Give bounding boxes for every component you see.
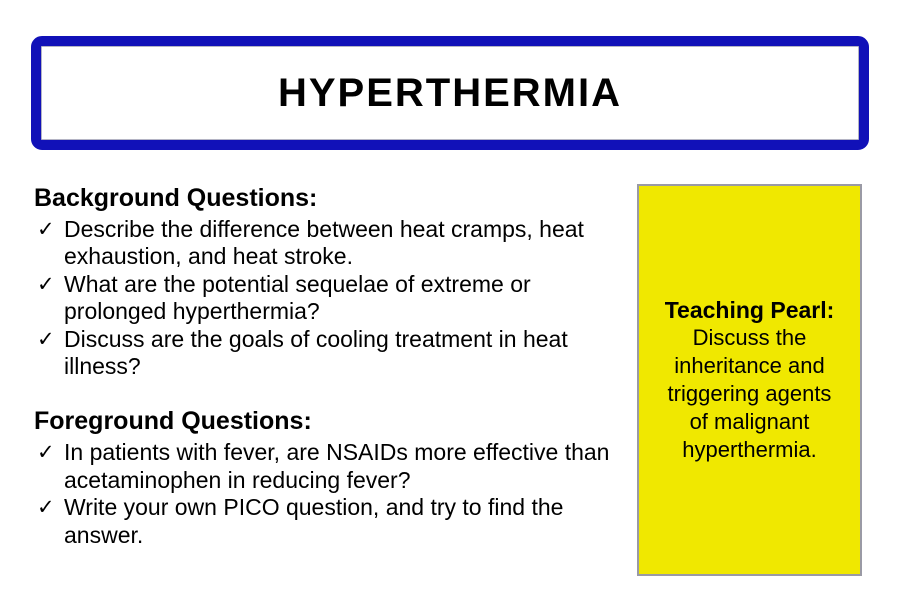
background-questions-heading: Background Questions: xyxy=(34,184,318,212)
checkmark-icon: ✓ xyxy=(37,495,55,520)
teaching-pearl-line: hyperthermia. xyxy=(682,437,817,462)
teaching-pearl-box xyxy=(637,184,862,576)
teaching-pearl-line: of malignant xyxy=(689,409,810,434)
foreground-questions-heading: Foreground Questions: xyxy=(34,407,312,436)
checkmark-icon: ✓ xyxy=(37,217,55,241)
foreground-questions-section xyxy=(34,406,624,549)
list-item xyxy=(34,271,624,326)
teaching-pearl-heading: Teaching Pearl: xyxy=(664,297,835,323)
background-questions-section xyxy=(34,183,624,380)
question-text: In patients with fever, are NSAIDs more effective than acetaminophen in reducing fever? xyxy=(64,439,610,493)
teaching-pearl-line: inheritance and xyxy=(674,353,825,378)
background-questions-list xyxy=(34,216,624,380)
foreground-questions-list xyxy=(34,439,624,549)
teaching-pearl-line: Discuss the xyxy=(692,325,807,350)
list-item xyxy=(34,494,624,549)
list-item xyxy=(34,326,624,381)
question-text: Write your own PICO question, and try to find the answer. xyxy=(64,494,564,548)
checkmark-icon: ✓ xyxy=(37,440,55,465)
question-text: What are the potential sequelae of extreme or prolonged hyperthermia? xyxy=(64,270,531,325)
teaching-pearl-line: triggering agents xyxy=(667,381,832,406)
title-banner xyxy=(31,36,869,150)
list-item xyxy=(34,439,624,494)
checkmark-icon: ✓ xyxy=(37,326,55,351)
questions-column xyxy=(34,183,624,549)
question-text: Describe the difference between heat cramps, heat exhaustion, and heat stroke. xyxy=(64,216,584,270)
question-text: Discuss are the goals of cooling treatment in heat illness? xyxy=(64,325,568,380)
slide-title: HYPERTHERMIA xyxy=(277,70,623,115)
checkmark-icon: ✓ xyxy=(37,271,55,296)
list-item xyxy=(34,216,624,271)
